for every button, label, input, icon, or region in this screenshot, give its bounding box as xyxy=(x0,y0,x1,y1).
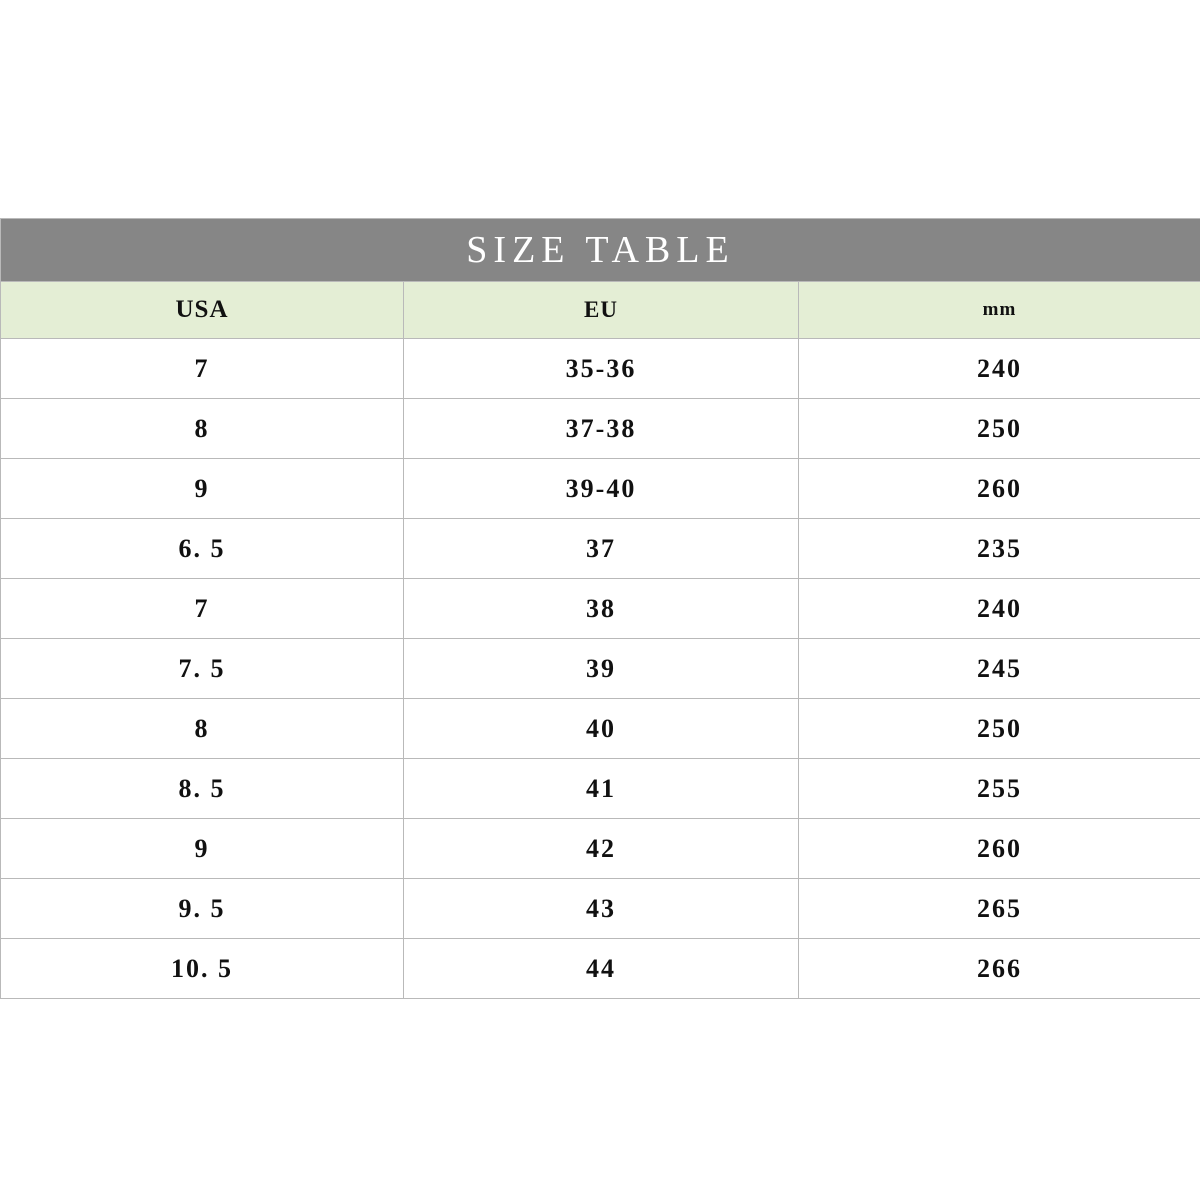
table-row xyxy=(1,459,1200,519)
cell-eu: 42 xyxy=(404,819,799,879)
cell-mm: 240 xyxy=(799,579,1200,639)
cell-eu: 40 xyxy=(404,699,799,759)
cell-eu: 37 xyxy=(404,519,799,579)
cell-mm: 240 xyxy=(799,339,1200,399)
cell-mm: 235 xyxy=(799,519,1200,579)
cell-eu: 39 xyxy=(404,639,799,699)
cell-mm: 265 xyxy=(799,879,1200,939)
size-table-container xyxy=(0,218,1200,999)
table-row xyxy=(1,399,1200,459)
cell-eu: 39-40 xyxy=(404,459,799,519)
cell-usa: 7 xyxy=(1,339,404,399)
table-title-row xyxy=(1,219,1200,282)
cell-usa: 8 xyxy=(1,399,404,459)
cell-usa: 10. 5 xyxy=(1,939,404,999)
column-header-usa: USA xyxy=(1,282,404,339)
cell-mm: 255 xyxy=(799,759,1200,819)
cell-mm: 250 xyxy=(799,399,1200,459)
cell-mm: 260 xyxy=(799,819,1200,879)
table-row xyxy=(1,699,1200,759)
cell-mm: 250 xyxy=(799,699,1200,759)
cell-eu: 43 xyxy=(404,879,799,939)
cell-eu: 41 xyxy=(404,759,799,819)
page-title: SIZE TABLE xyxy=(466,229,735,271)
cell-eu: 44 xyxy=(404,939,799,999)
cell-eu: 38 xyxy=(404,579,799,639)
table-row xyxy=(1,339,1200,399)
table-title-cell xyxy=(1,219,1200,282)
table-row xyxy=(1,639,1200,699)
cell-usa: 9 xyxy=(1,819,404,879)
cell-usa: 7. 5 xyxy=(1,639,404,699)
cell-eu: 37-38 xyxy=(404,399,799,459)
cell-mm: 245 xyxy=(799,639,1200,699)
table-row xyxy=(1,939,1200,999)
size-table xyxy=(0,218,1200,999)
cell-mm: 260 xyxy=(799,459,1200,519)
table-row xyxy=(1,579,1200,639)
cell-usa: 9 xyxy=(1,459,404,519)
table-row xyxy=(1,759,1200,819)
cell-usa: 7 xyxy=(1,579,404,639)
column-header-eu: EU xyxy=(404,282,799,339)
table-header-row xyxy=(1,282,1200,339)
column-header-mm: mm xyxy=(799,282,1200,339)
cell-mm: 266 xyxy=(799,939,1200,999)
cell-usa: 8. 5 xyxy=(1,759,404,819)
table-row xyxy=(1,879,1200,939)
table-row xyxy=(1,819,1200,879)
table-row xyxy=(1,519,1200,579)
cell-usa: 8 xyxy=(1,699,404,759)
cell-usa: 9. 5 xyxy=(1,879,404,939)
cell-usa: 6. 5 xyxy=(1,519,404,579)
cell-eu: 35-36 xyxy=(404,339,799,399)
